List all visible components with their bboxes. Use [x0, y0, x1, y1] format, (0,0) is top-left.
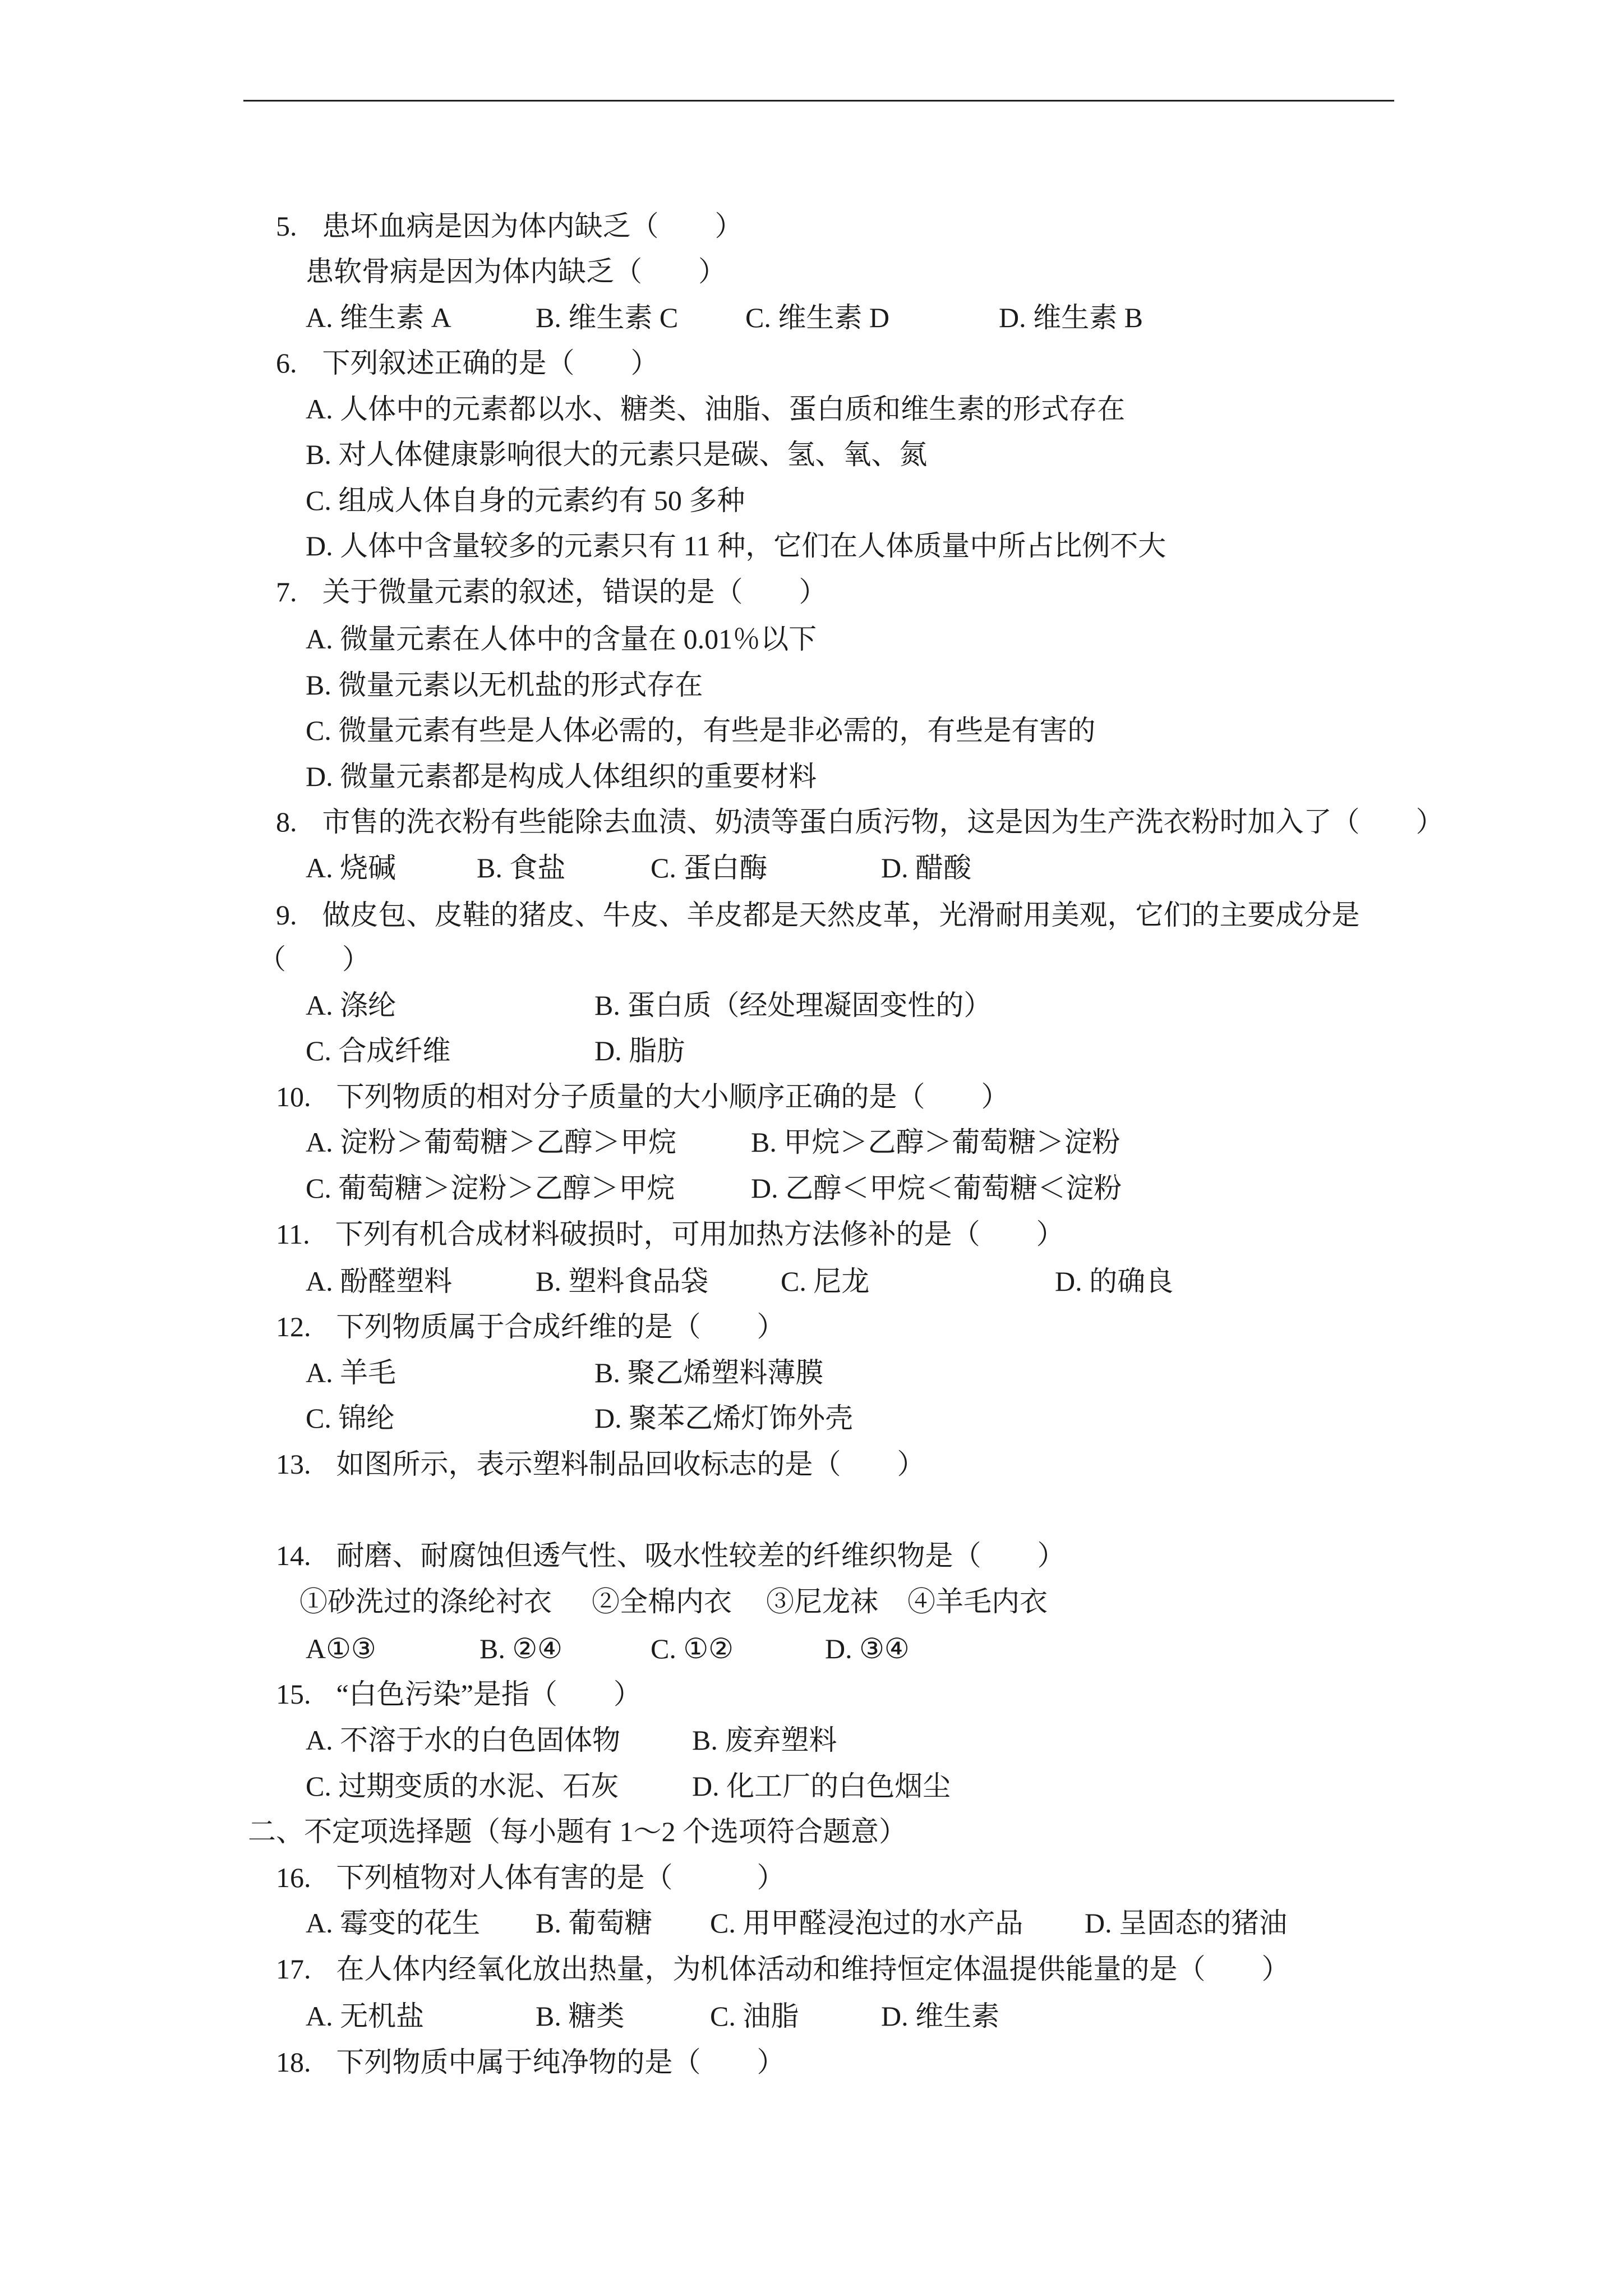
- question-stem-continued: （ ）: [258, 944, 370, 975]
- option-a: A. 不溶于水的白色固体物: [306, 1724, 621, 1756]
- option-a: A. 维生素 A: [306, 302, 451, 333]
- option-b: B. 甲烷＞乙醇＞葡萄糖＞淀粉: [751, 1126, 1121, 1158]
- option-a: A. 霉变的花生: [306, 1907, 481, 1939]
- question-stem: 做皮包、皮鞋的猪皮、牛皮、羊皮都是天然皮革，光滑耐用美观，它们的主要成分是: [322, 899, 1360, 931]
- option-b: B. 食盐: [477, 852, 566, 884]
- option-a: A. 酚醛塑料: [306, 1266, 453, 1297]
- question-stem: 市售的洗衣粉有些能除去血渍、奶渍等蛋白质污物，这是因为生产洗衣粉时加入了（ ）: [322, 806, 1444, 838]
- question-number: 15.: [276, 1678, 311, 1710]
- option-c: C. 蛋白酶: [651, 852, 768, 884]
- question-stem-line: [276, 346, 659, 380]
- option-d: D. 化工厂的白色烟尘: [692, 1770, 951, 1802]
- question-number: 17.: [276, 1953, 311, 1985]
- question-stem-line: [276, 2045, 785, 2079]
- option-a: A. 淀粉＞葡萄糖＞乙醇＞甲烷: [306, 1126, 677, 1158]
- option-a: A. 涤纶: [306, 990, 396, 1021]
- option-d: D. 聚苯乙烯灯饰外壳: [594, 1402, 854, 1434]
- question-stem: 患坏血病是因为体内缺乏（ ）: [322, 210, 743, 242]
- choice-item-4: ④羊毛内衣: [907, 1586, 1048, 1617]
- question-number: 18.: [276, 2046, 311, 2078]
- option-d: D. 微量元素都是构成人体组织的重要材料: [306, 761, 817, 792]
- option-a: A. 羊毛: [306, 1357, 396, 1388]
- question-number: 13.: [276, 1448, 311, 1480]
- option-b: B. 葡萄糖: [536, 1907, 653, 1939]
- option-d: D. 脂肪: [594, 1035, 685, 1066]
- option-b: B. 糖类: [536, 2000, 625, 2032]
- option-a: A. 无机盐: [306, 2000, 425, 2032]
- choice-item-1: ①砂洗过的涤纶衬衣: [299, 1586, 552, 1617]
- option-d: D. 乙醇＜甲烷＜葡萄糖＜淀粉: [751, 1172, 1122, 1204]
- option-d: D. 的确良: [1055, 1266, 1174, 1297]
- question-stem-line: [276, 1677, 642, 1711]
- question-stem: 下列物质中属于纯净物的是（ ）: [336, 2046, 785, 2078]
- question-stem: 关于微量元素的叙述，错误的是（ ）: [322, 576, 827, 608]
- question-stem: 下列有机合成材料破损时，可用加热方法修补的是（ ）: [335, 1218, 1064, 1250]
- option-c: C. 尼龙: [781, 1266, 870, 1297]
- option-c: C. 用甲醛浸泡过的水产品: [710, 1907, 1023, 1939]
- option-b: B. 聚乙烯塑料薄膜: [594, 1357, 824, 1388]
- option-a: A. 烧碱: [306, 852, 396, 884]
- option-b: B. ②④: [479, 1633, 562, 1664]
- option-c: C. 合成纤维: [306, 1035, 451, 1066]
- question-number: 11.: [276, 1218, 310, 1250]
- choice-item-3: ③尼龙袜: [766, 1586, 878, 1617]
- option-c: C. 组成人体自身的元素约有 50 多种: [306, 485, 745, 516]
- option-c: C. 锦纶: [306, 1402, 395, 1434]
- question-stem: 在人体内经氧化放出热量，为机体活动和维持恒定体温提供能量的是（ ）: [336, 1953, 1290, 1985]
- question-stem-line: [276, 805, 1444, 839]
- question-stem: 如图所示，表示塑料制品回收标志的是（ ）: [336, 1448, 925, 1480]
- option-b: B. 对人体健康影响很大的元素只是碳、氢、氧、氮: [306, 439, 928, 470]
- option-b: B. 微量元素以无机盐的形式存在: [306, 669, 703, 701]
- option-c: C. 维生素 D: [745, 302, 889, 333]
- question-stem-line: [276, 1447, 925, 1481]
- option-d: D. 维生素: [881, 2000, 1000, 2032]
- question-stem-secondary: 患软骨病是因为体内缺乏（ ）: [306, 256, 726, 287]
- option-c: C. 微量元素有些是人体必需的，有些是非必需的，有些是有害的: [306, 715, 1096, 746]
- option-a: A①③: [306, 1633, 376, 1664]
- option-c: C. 葡萄糖＞淀粉＞乙醇＞甲烷: [306, 1172, 675, 1204]
- option-b: B. 维生素 C: [536, 302, 679, 333]
- question-number: 16.: [276, 1862, 311, 1893]
- question-stem-line: [276, 1310, 785, 1343]
- question-stem-line: [276, 1217, 1064, 1251]
- section-heading: 二、不定项选择题（每小题有 1～2 个选项符合题意）: [248, 1816, 907, 1847]
- question-number: 6.: [276, 347, 297, 379]
- option-d: D. 呈固态的猪油: [1085, 1907, 1288, 1939]
- question-number: 7.: [276, 576, 297, 608]
- question-stem: “白色污染”是指（ ）: [336, 1678, 642, 1710]
- question-number: 8.: [276, 806, 297, 838]
- option-d: D. ③④: [825, 1633, 910, 1664]
- question-stem: 下列物质的相对分子质量的大小顺序正确的是（ ）: [336, 1081, 1009, 1112]
- option-b: B. 蛋白质（经处理凝固变性的）: [594, 990, 992, 1021]
- question-stem-line: [276, 575, 827, 609]
- question-number: 12.: [276, 1311, 311, 1342]
- option-b: B. 塑料食品袋: [536, 1266, 709, 1297]
- question-stem-line: [276, 1952, 1290, 1986]
- choice-item-2: ②全棉内衣: [592, 1586, 732, 1617]
- option-d: D. 维生素 B: [999, 302, 1143, 333]
- question-stem-line: [276, 1539, 1066, 1572]
- question-stem: 下列叙述正确的是（ ）: [322, 347, 659, 379]
- option-a: A. 微量元素在人体中的含量在 0.01％以下: [306, 623, 817, 655]
- option-d: D. 醋酸: [881, 852, 972, 884]
- question-stem: 下列植物对人体有害的是（ ）: [336, 1862, 785, 1893]
- option-c: C. 油脂: [710, 2000, 799, 2032]
- question-stem-line: [276, 1080, 1009, 1114]
- question-number: 10.: [276, 1081, 311, 1112]
- question-stem-line: [276, 1861, 785, 1894]
- question-number: 14.: [276, 1540, 311, 1571]
- question-stem-line: [276, 209, 743, 243]
- option-d: D. 人体中含量较多的元素只有 11 种，它们在人体质量中所占比例不大: [306, 530, 1166, 562]
- question-number: 5.: [276, 210, 297, 242]
- header-rule: [243, 100, 1394, 102]
- option-b: B. 废弃塑料: [692, 1724, 837, 1756]
- option-a: A. 人体中的元素都以水、糖类、油脂、蛋白质和维生素的形式存在: [306, 393, 1126, 425]
- question-number: 9.: [276, 899, 297, 931]
- question-stem-line: [276, 898, 1360, 932]
- question-stem: 耐磨、耐腐蚀但透气性、吸水性较差的纤维织物是（ ）: [336, 1540, 1066, 1571]
- option-c: C. ①②: [651, 1633, 734, 1664]
- option-c: C. 过期变质的水泥、石灰: [306, 1770, 619, 1802]
- question-stem: 下列物质属于合成纤维的是（ ）: [336, 1311, 785, 1342]
